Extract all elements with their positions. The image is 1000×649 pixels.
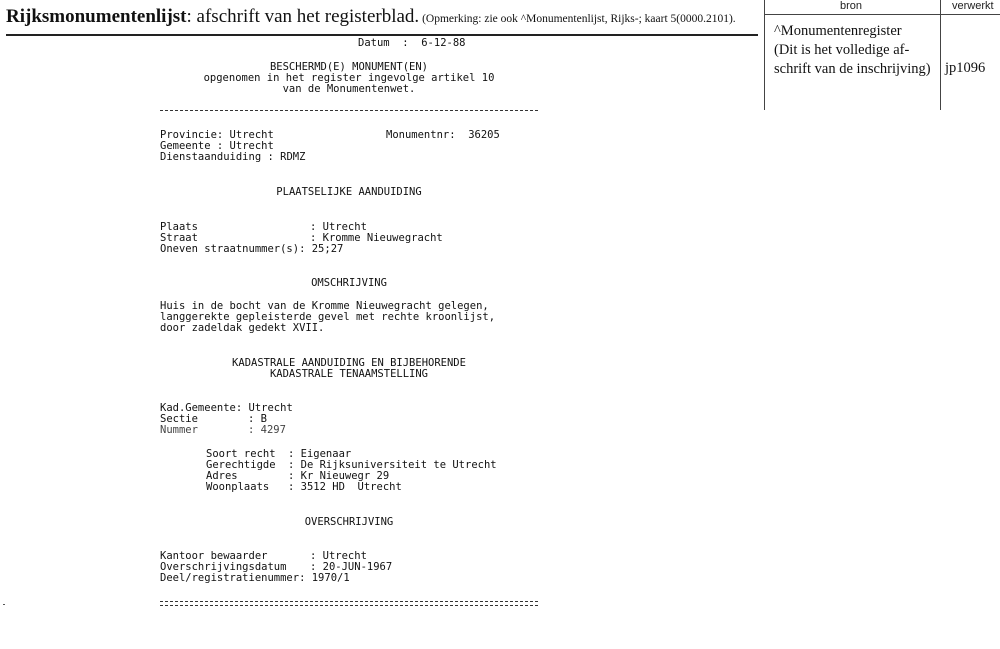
- straat-label: Straat: [160, 232, 198, 244]
- end-separator: [160, 601, 538, 606]
- kadgemeente-label: Kad.Gemeente:: [160, 402, 243, 414]
- dienst-row: [160, 152, 305, 164]
- omschrijving-line: Huis in de bocht van de Kromme Nieuwegracht gelegen,: [160, 300, 489, 312]
- provincie-label: Provincie:: [160, 129, 224, 141]
- plaats-value: : Utrecht: [310, 221, 367, 233]
- plaats-label: Plaats: [160, 221, 198, 233]
- omschrijving-line: door zadeldak gedekt XVII.: [160, 322, 325, 334]
- section-heading: KADASTRALE TENAAMSTELLING: [269, 368, 429, 380]
- divider: [764, 0, 765, 110]
- column-header-verwerkt: verwerkt: [952, 0, 994, 12]
- monumentnr-label: Monumentnr:: [386, 129, 456, 141]
- title-note: (Opmerking: zie ook ^Monumentenlijst, Rijks-; kaart 5(0000.2101).: [419, 13, 736, 25]
- bron-line: (Dit is het volledige af-: [774, 42, 910, 58]
- gerechtigde-label: Gerechtigde: [206, 459, 276, 471]
- monumentnr-row: [386, 130, 500, 142]
- intro-line: opgenomen in het register ingevolge artikel 10: [203, 72, 495, 84]
- document-title: [6, 6, 758, 36]
- bron-line: schrift van de inschrijving): [774, 61, 931, 77]
- woonplaats-value: : 3512 HD Utrecht: [288, 481, 402, 493]
- woonplaats-row: [206, 482, 402, 494]
- gemeente-label: Gemeente :: [160, 140, 224, 152]
- verwerkt-value: jp1096: [945, 60, 986, 76]
- separator: [160, 110, 538, 111]
- nummer-value: : 4297: [248, 424, 286, 436]
- title-rest: : afschrift van het registerblad.: [186, 6, 420, 27]
- oneven-label: Oneven straatnummer(s):: [160, 243, 306, 255]
- dienst-value: RDMZ: [280, 151, 306, 163]
- bron-text: [774, 22, 934, 79]
- section-heading: OVERSCHRIJVING: [304, 516, 394, 528]
- deel-label: Deel/registratienummer:: [160, 572, 306, 584]
- kantoor-value: : Utrecht: [310, 550, 367, 562]
- straat-value: : Kromme Nieuwegracht: [310, 232, 443, 244]
- deel-row: [160, 573, 350, 585]
- datum-value: 6-12-88: [421, 37, 466, 49]
- section-heading: PLAATSELIJKE AANDUIDING: [276, 186, 422, 198]
- oneven-row: [160, 244, 343, 256]
- woonplaats-label: Woonplaats: [206, 481, 270, 493]
- oneven-value: 25;27: [311, 243, 344, 255]
- datum-label: Datum :: [358, 37, 409, 49]
- overschrijvingsdatum-value: : 20-JUN-1967: [310, 561, 393, 573]
- intro-line: van de Monumentenwet.: [282, 83, 416, 95]
- sectie-label: Sectie: [160, 413, 198, 425]
- side-panel: [764, 0, 1000, 110]
- gemeente-value: Utrecht: [229, 140, 274, 152]
- monumentnr-value: 36205: [468, 129, 500, 141]
- divider: [940, 0, 941, 110]
- kadgemeente-value: Utrecht: [248, 402, 293, 414]
- nummer-row: [160, 425, 286, 437]
- omschrijving-line: langgerekte gepleisterde gevel met rechte kroonlijst,: [160, 311, 496, 323]
- soort-label: Soort recht: [206, 448, 276, 460]
- sectie-value: : B: [248, 413, 267, 425]
- kantoor-label: Kantoor bewaarder: [160, 550, 268, 562]
- section-heading: OMSCHRIJVING: [311, 277, 387, 289]
- gerechtigde-value: : De Rijksuniversiteit te Utrecht: [288, 459, 497, 471]
- adres-label: Adres: [206, 470, 238, 482]
- section-heading: KADASTRALE AANDUIDING EN BIJBEHORENDE: [232, 357, 466, 369]
- scan-speck: [3, 604, 5, 605]
- datum-row: [358, 38, 466, 50]
- bron-line: ^Monumentenregister: [774, 23, 902, 39]
- deel-value: 1970/1: [311, 572, 350, 584]
- title-bold: Rijksmonumentenlijst: [6, 6, 187, 27]
- provincie-value: Utrecht: [229, 129, 274, 141]
- dienst-label: Dienstaanduiding :: [160, 151, 274, 163]
- nummer-label: Nummer: [160, 424, 198, 436]
- intro-line: BESCHERMD(E) MONUMENT(EN): [269, 61, 429, 73]
- overschrijvingsdatum-label: Overschrijvingsdatum: [160, 561, 287, 573]
- divider: [764, 14, 1000, 15]
- soort-value: : Eigenaar: [288, 448, 352, 460]
- column-header-bron: bron: [840, 0, 863, 12]
- adres-value: : Kr Nieuwegr 29: [288, 470, 390, 482]
